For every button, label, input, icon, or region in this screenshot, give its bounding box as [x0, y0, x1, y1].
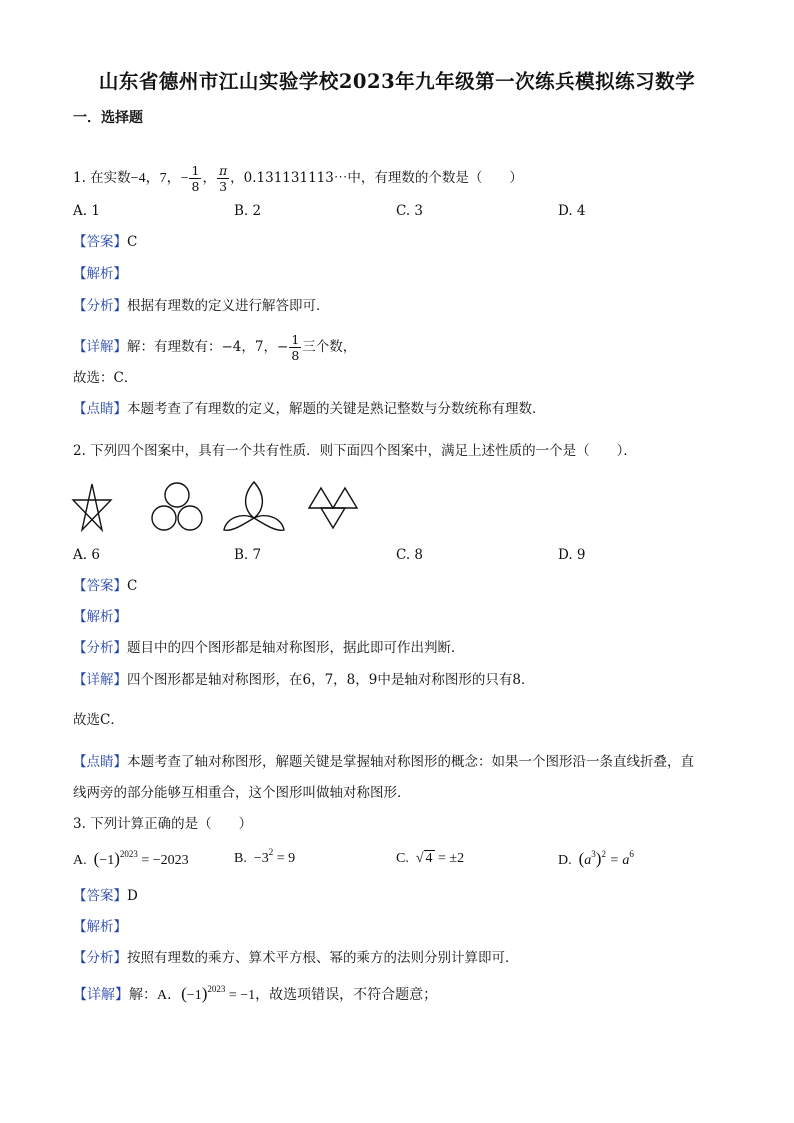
q2-xiangjie: 【详解】四个图形都是轴对称图形，在6，7，8，9中是轴对称图形的只有8． — [73, 672, 535, 688]
q1-xiangjie: 【详解】解：有理数有：−4，7，− $\frac{1}{8}$ 三个数， — [73, 332, 357, 363]
q3-fenxi: 【分析】按照有理数的乘方、算术平方根、幂的乘方的法则分别计算即可． — [73, 950, 519, 966]
three-petal-figure — [224, 482, 284, 530]
pentagram-figure — [73, 484, 111, 530]
q3-answer: 【答案】D — [73, 888, 138, 904]
q3-option-d: D. $(a^3)^2 = a^6$ — [558, 849, 634, 868]
q2-stem: 2. 下列四个图案中，具有一个共有性质．则下面四个图案中，满足上述性质的一个是（ ）． — [73, 443, 637, 459]
q1-option-b: B. 2 — [234, 203, 262, 219]
q1-fraction: $\frac{1}{8}$ — [191, 163, 200, 194]
q1-option-a: A. 1 — [73, 203, 100, 219]
section-heading: 一．选择题 — [73, 110, 143, 126]
q2-figures — [66, 478, 366, 544]
q2-figures-svg — [66, 478, 366, 540]
q1-analysis-tag: 【解析】 — [73, 266, 127, 282]
q2-analysis-tag: 【解析】 — [73, 609, 127, 625]
q3-xiangjie: 【详解】解：A．$(-1)^{2023} = -1$，故选项错误，不符合题意； — [73, 984, 438, 1003]
q1-answer: 【答案】C — [73, 234, 138, 250]
q2-option-c: C. 8 — [396, 547, 424, 563]
q1-dianjing: 【点睛】本题考查了有理数的定义，解题的关键是熟记整数与分数统称有理数． — [73, 401, 546, 417]
q1-fenxi: 【分析】根据有理数的定义进行解答即可． — [73, 298, 330, 314]
q2-answer: 【答案】C — [73, 578, 138, 594]
q1-guxuan: 故选：C． — [73, 370, 138, 386]
q1-option-c: C. 3 — [396, 203, 424, 219]
q3-analysis-tag: 【解析】 — [73, 919, 127, 935]
three-circles-figure — [152, 483, 202, 530]
q2-dianjing: 【点睛】本题考查了轴对称图形，解题关键是掌握轴对称图形的概念：如果一个图形沿一条直线折叠，直 — [73, 754, 694, 770]
q2-dianjing-cont: 线两旁的部分能够互相重合，这个图形叫做轴对称图形． — [73, 785, 411, 801]
q1-stem: 1. 在实数−4，7，− $\frac{1}{8}$ ， $\frac{\pi}{3}$ ，0.131131113⋯中，有理数的个数是（ ） — [73, 163, 523, 194]
q2-fenxi: 【分析】题目中的四个图形都是轴对称图形，据此即可作出判断． — [73, 640, 465, 656]
q2-option-a: A. 6 — [73, 547, 100, 563]
q3-option-c: C. √ 4 = ±2 — [396, 851, 465, 866]
q2-option-d: D. 9 — [558, 547, 586, 563]
q3-stem: 3. 下列计算正确的是（ ） — [73, 816, 253, 832]
q2-guxuan: 故选C． — [73, 712, 124, 728]
q3-option-b: B. $-3^2 = 9$ — [234, 847, 296, 866]
q1-pi-fraction: $\frac{\pi}{3}$ — [218, 163, 228, 194]
page-title: 山东省德州市江山实验学校2023年九年级第一次练兵模拟练习数学 — [98, 70, 696, 93]
q1-option-d: D. 4 — [558, 203, 586, 219]
q3-option-a: A. $(-1)^{2023} = -2023$ — [73, 849, 189, 868]
q2-option-b: B. 7 — [234, 547, 262, 563]
three-triangles-figure — [309, 488, 357, 528]
